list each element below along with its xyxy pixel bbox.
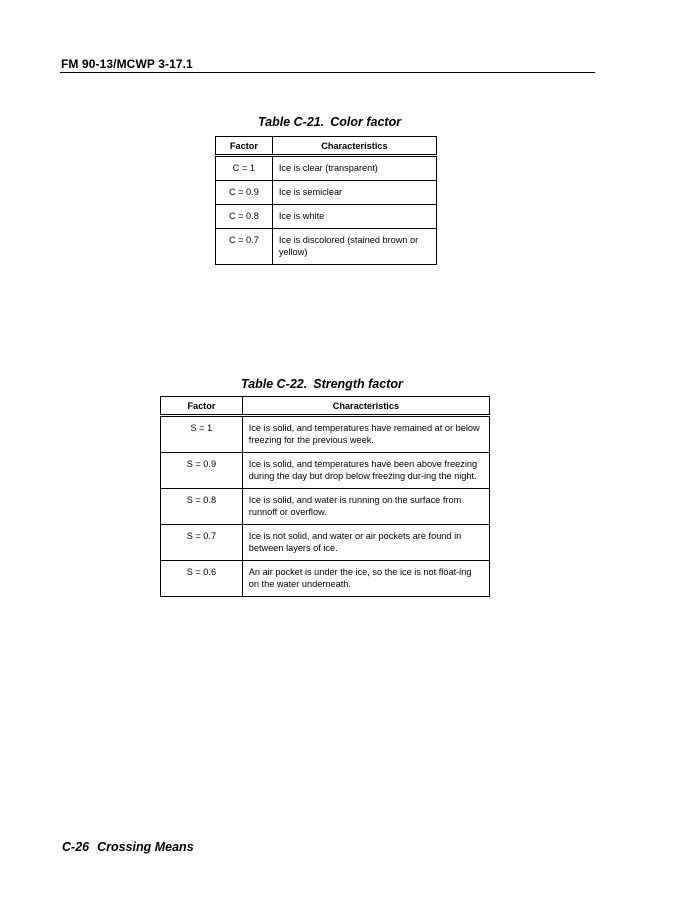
table-row [161,489,490,525]
table-c21-label: Table C-21. [258,115,325,129]
table-c22 [160,396,490,597]
factor-cell: C = 0.7 [216,229,273,265]
table-c21-title-text: Color factor [330,115,402,129]
table-row [161,453,490,489]
characteristics-cell: Ice is semiclear [272,181,436,205]
table-row [161,561,490,597]
table-c22-title [241,377,403,391]
factor-cell: S = 0.9 [161,453,243,489]
column-header-characteristics: Characteristics [242,397,489,416]
column-header-factor: Factor [216,137,273,156]
factor-cell: S = 0.7 [161,525,243,561]
table-header-row [161,397,490,416]
table-c21-title [258,115,401,129]
table-header-row [216,137,437,156]
table-row [216,229,437,265]
characteristics-cell: Ice is solid, and temperatures have remained at or below freezing for the previous week. [242,416,489,453]
factor-cell: C = 0.9 [216,181,273,205]
table-c22-label: Table C-22. [241,377,308,391]
characteristics-cell: Ice is not solid, and water or air pockets are found in between layers of ice. [242,525,489,561]
characteristics-cell: An air pocket is under the ice, so the ice is not float-ing on the water underneath. [242,561,489,597]
table-row [216,181,437,205]
footer-section-title: Crossing Means [97,840,194,854]
characteristics-cell: Ice is solid, and temperatures have been above freezing during the day but drop below freezing dur-ing the night. [242,453,489,489]
factor-cell: S = 0.8 [161,489,243,525]
page-footer [62,840,194,854]
table-c21 [215,136,437,265]
table-row [216,156,437,181]
factor-cell: S = 1 [161,416,243,453]
column-header-factor: Factor [161,397,243,416]
factor-cell: C = 1 [216,156,273,181]
characteristics-cell: Ice is solid, and water is running on the surface from runnoff or overflow. [242,489,489,525]
table-row [161,416,490,453]
running-head: FM 90-13/MCWP 3-17.1 [61,57,193,71]
table-row [216,205,437,229]
table-row [161,525,490,561]
factor-cell: S = 0.6 [161,561,243,597]
characteristics-cell: Ice is white [272,205,436,229]
table-c22-title-text: Strength factor [313,377,403,391]
characteristics-cell: Ice is clear (transparent) [272,156,436,181]
column-header-characteristics: Characteristics [272,137,436,156]
characteristics-cell: Ice is discolored (stained brown or yellow) [272,229,436,265]
factor-cell: C = 0.8 [216,205,273,229]
header-rule [60,72,595,73]
page-number: C-26 [62,840,90,854]
